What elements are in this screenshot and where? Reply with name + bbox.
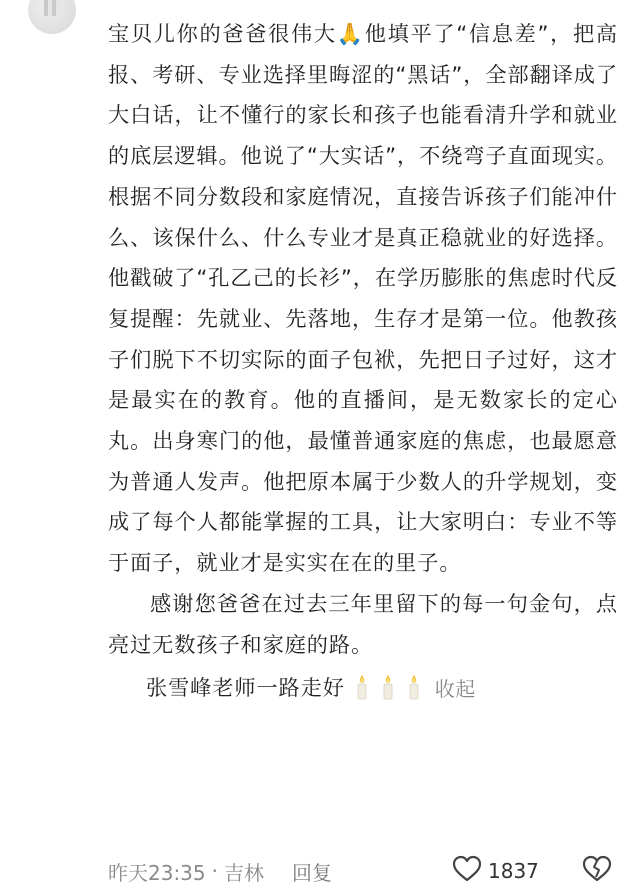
signature-text: 张雪峰老师一路走好 [146, 675, 345, 701]
comment-paragraph-2: 感谢您爸爸在过去三年里留下的每一句金句，点亮过无数孩子和家庭的路。 [108, 590, 618, 657]
reply-button[interactable]: 回复 [292, 860, 332, 885]
candle-icon [407, 674, 421, 700]
comment-body [108, 14, 618, 707]
candle-emojis [355, 674, 421, 700]
dislike-button[interactable] [582, 855, 612, 888]
like-count: 1837 [488, 859, 539, 883]
signature-row [108, 667, 618, 707]
collapse-button[interactable]: 收起 [434, 676, 476, 701]
comment-text-start: 宝贝儿你的爸爸很伟大 [108, 21, 337, 46]
meta-separator: · [211, 859, 218, 883]
comment-text-main: 他填平了“信息差”，把高报、考研、专业选择里晦涩的“黑话”，全部翻译成了大白话，让不懂行的家长和孩子也能看清升学和就业的底层逻辑。他说了“大实话”，不绕弯子直面现实。根据不同分数段和家庭情况，直接告诉孩子们能冲什么、该保什么、什么专业才是真正稳就业的好选择。他戳破了“孔乙己的长衫”，在学历膨胀的焦虑时代反复提醒：先就业、先落地，生存才是第一位。他教孩子们脱下不切实际的面子包袱，先把日子过好，这才是最实在的教育。他的直播间，是无数家长的定心丸。出身寒门的他，最懂普通家庭的焦虑，也最愿意为普通人发声。他把原本属于少数人的升学规划，变成了每个人都能掌握的工具，让大家明白：专业不等于面子，就业才是实实在在的里子。 [108, 21, 618, 576]
pray-emoji: 🙏 [336, 21, 365, 46]
comment-time: 昨天23:35 [108, 860, 206, 885]
like-button[interactable] [452, 855, 539, 888]
comment-location: 吉林 [224, 860, 264, 885]
candle-icon [381, 674, 395, 700]
dislike-icon [582, 864, 612, 888]
comment-meta [108, 851, 628, 891]
heart-icon [452, 855, 482, 888]
avatar[interactable] [28, 0, 76, 34]
comment-paragraph-1 [108, 14, 618, 584]
avatar-image [44, 0, 60, 16]
candle-icon [355, 674, 369, 700]
